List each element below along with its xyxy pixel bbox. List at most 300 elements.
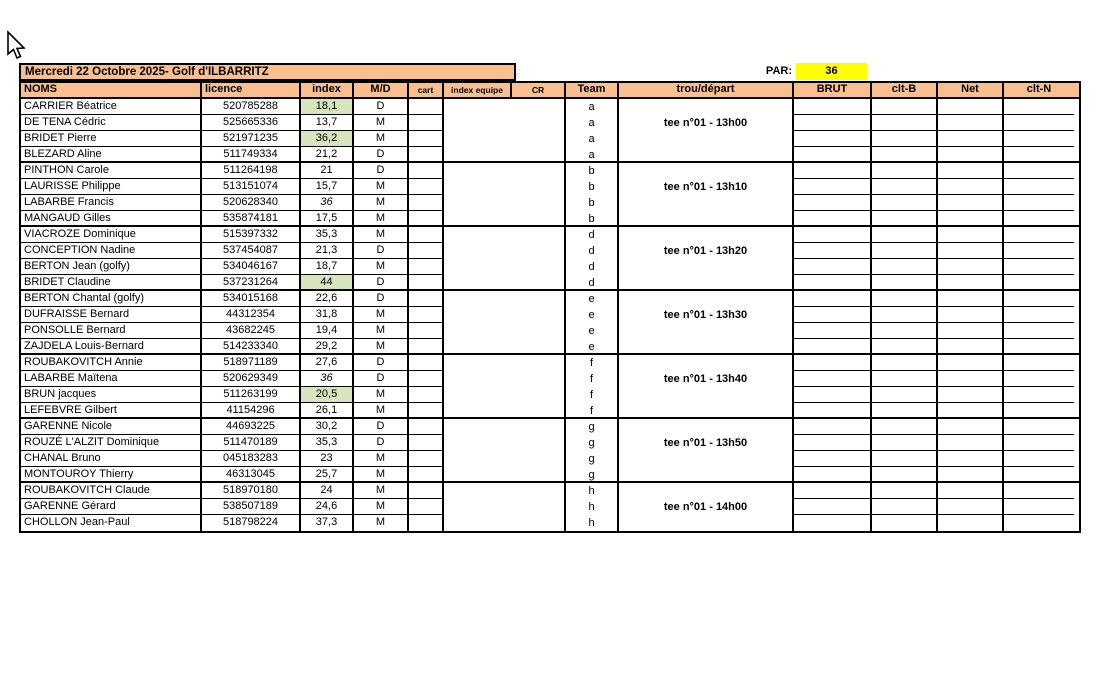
cell-index[interactable]: 36: [301, 371, 354, 387]
cell-team-letter[interactable]: h: [566, 515, 619, 531]
cell-clt-b[interactable]: [872, 371, 938, 387]
cell-clt-n[interactable]: [1004, 211, 1074, 227]
cell-team-letter[interactable]: h: [566, 499, 619, 515]
cell-licence[interactable]: 525665336: [202, 115, 301, 131]
cell-cart[interactable]: [409, 435, 444, 451]
cell-licence[interactable]: 514233340: [202, 339, 301, 355]
cell-md[interactable]: M: [354, 467, 409, 483]
cell-net[interactable]: [938, 163, 1004, 179]
cell-team-letter[interactable]: a: [566, 131, 619, 147]
cell-net[interactable]: [938, 291, 1004, 307]
cell-clt-b[interactable]: [872, 99, 938, 115]
cell-player-name[interactable]: BRUN jacques: [21, 387, 202, 403]
cell-licence[interactable]: 518971189: [202, 355, 301, 371]
cell-player-name[interactable]: DUFRAISSE Bernard: [21, 307, 202, 323]
cell-index[interactable]: 22,6: [301, 291, 354, 307]
cell-licence[interactable]: 511263199: [202, 387, 301, 403]
cell-md[interactable]: D: [354, 243, 409, 259]
cell-team-letter[interactable]: d: [566, 275, 619, 291]
cell-md[interactable]: D: [354, 419, 409, 435]
cell-player-name[interactable]: BLEZARD Aline: [21, 147, 202, 163]
cell-clt-b[interactable]: [872, 195, 938, 211]
cell-brut[interactable]: [794, 179, 872, 195]
cell-clt-n[interactable]: [1004, 195, 1074, 211]
cell-brut[interactable]: [794, 419, 872, 435]
cell-licence[interactable]: 511264198: [202, 163, 301, 179]
cell-brut[interactable]: [794, 115, 872, 131]
cell-brut[interactable]: [794, 163, 872, 179]
cell-clt-n[interactable]: [1004, 355, 1074, 371]
cell-clt-n[interactable]: [1004, 131, 1074, 147]
cell-clt-n[interactable]: [1004, 323, 1074, 339]
cell-md[interactable]: M: [354, 115, 409, 131]
column-header-trou-depart[interactable]: trou/départ: [619, 83, 794, 97]
cell-index-equipe-cr-merged[interactable]: [444, 291, 566, 355]
cell-brut[interactable]: [794, 499, 872, 515]
cell-brut[interactable]: [794, 323, 872, 339]
cell-brut[interactable]: [794, 243, 872, 259]
cell-player-name[interactable]: PONSOLLE Bernard: [21, 323, 202, 339]
cell-md[interactable]: M: [354, 499, 409, 515]
cell-index[interactable]: 35,3: [301, 227, 354, 243]
cell-clt-n[interactable]: [1004, 243, 1074, 259]
cell-team-letter[interactable]: b: [566, 163, 619, 179]
cell-player-name[interactable]: ROUZÉ L'ALZIT Dominique: [21, 435, 202, 451]
cell-clt-n[interactable]: [1004, 387, 1074, 403]
cell-md[interactable]: D: [354, 371, 409, 387]
column-header-noms[interactable]: NOMS: [21, 83, 202, 97]
cell-licence[interactable]: 521971235: [202, 131, 301, 147]
cell-clt-b[interactable]: [872, 355, 938, 371]
cell-clt-n[interactable]: [1004, 291, 1074, 307]
cell-player-name[interactable]: ROUBAKOVITCH Claude: [21, 483, 202, 499]
cell-cart[interactable]: [409, 99, 444, 115]
cell-clt-b[interactable]: [872, 451, 938, 467]
par-value-cell[interactable]: 36: [796, 63, 867, 80]
column-header-net[interactable]: Net: [938, 83, 1004, 97]
cell-net[interactable]: [938, 179, 1004, 195]
cell-clt-n[interactable]: [1004, 451, 1074, 467]
cell-index[interactable]: 17,5: [301, 211, 354, 227]
cell-md[interactable]: M: [354, 403, 409, 419]
cell-cart[interactable]: [409, 483, 444, 499]
cell-brut[interactable]: [794, 227, 872, 243]
cell-licence[interactable]: 537454087: [202, 243, 301, 259]
cell-player-name[interactable]: ZAJDELA Louis-Bernard: [21, 339, 202, 355]
cell-player-name[interactable]: BRIDET Pierre: [21, 131, 202, 147]
cell-net[interactable]: [938, 115, 1004, 131]
cell-index[interactable]: 30,2: [301, 419, 354, 435]
cell-clt-b[interactable]: [872, 515, 938, 531]
cell-index-equipe-cr-merged[interactable]: [444, 99, 566, 163]
sheet-title-cell[interactable]: Mercredi 22 Octobre 2025- Golf d'ILBARRITZ: [19, 63, 516, 81]
cell-md[interactable]: D: [354, 163, 409, 179]
cell-index[interactable]: 36,2: [301, 131, 354, 147]
cell-clt-n[interactable]: [1004, 339, 1074, 355]
cell-team-letter[interactable]: g: [566, 419, 619, 435]
cell-team-letter[interactable]: h: [566, 483, 619, 499]
cell-cart[interactable]: [409, 115, 444, 131]
cell-index-equipe-cr-merged[interactable]: [444, 163, 566, 227]
cell-md[interactable]: D: [354, 147, 409, 163]
cell-team-letter[interactable]: a: [566, 115, 619, 131]
cell-cart[interactable]: [409, 419, 444, 435]
cell-net[interactable]: [938, 419, 1004, 435]
cell-clt-n[interactable]: [1004, 467, 1074, 483]
cell-net[interactable]: [938, 307, 1004, 323]
cell-cart[interactable]: [409, 499, 444, 515]
cell-brut[interactable]: [794, 355, 872, 371]
cell-index[interactable]: 21: [301, 163, 354, 179]
column-header-cart[interactable]: cart: [409, 83, 444, 97]
cell-net[interactable]: [938, 387, 1004, 403]
column-header-clt-b[interactable]: clt-B: [872, 83, 938, 97]
cell-net[interactable]: [938, 259, 1004, 275]
cell-clt-n[interactable]: [1004, 147, 1074, 163]
cell-index[interactable]: 24,6: [301, 499, 354, 515]
cell-brut[interactable]: [794, 467, 872, 483]
cell-index[interactable]: 37,3: [301, 515, 354, 531]
cell-player-name[interactable]: GARENNE Nicole: [21, 419, 202, 435]
cell-licence[interactable]: 538507189: [202, 499, 301, 515]
cell-team-letter[interactable]: f: [566, 355, 619, 371]
cell-player-name[interactable]: BERTON Jean (golfy): [21, 259, 202, 275]
cell-player-name[interactable]: MANGAUD Gilles: [21, 211, 202, 227]
cell-licence[interactable]: 534046167: [202, 259, 301, 275]
cell-brut[interactable]: [794, 515, 872, 531]
cell-brut[interactable]: [794, 211, 872, 227]
cell-net[interactable]: [938, 499, 1004, 515]
cell-net[interactable]: [938, 323, 1004, 339]
cell-cart[interactable]: [409, 259, 444, 275]
cell-team-letter[interactable]: b: [566, 195, 619, 211]
cell-cart[interactable]: [409, 307, 444, 323]
cell-player-name[interactable]: DE TENA Cédric: [21, 115, 202, 131]
cell-tee-depart[interactable]: tee n°01 - 14h00: [619, 483, 794, 531]
cell-licence[interactable]: 515397332: [202, 227, 301, 243]
cell-team-letter[interactable]: g: [566, 467, 619, 483]
cell-md[interactable]: M: [354, 211, 409, 227]
cell-index[interactable]: 35,3: [301, 435, 354, 451]
cell-brut[interactable]: [794, 371, 872, 387]
cell-index[interactable]: 36: [301, 195, 354, 211]
cell-licence[interactable]: 44693225: [202, 419, 301, 435]
cell-md[interactable]: M: [354, 323, 409, 339]
cell-net[interactable]: [938, 147, 1004, 163]
cell-cart[interactable]: [409, 323, 444, 339]
cell-clt-b[interactable]: [872, 435, 938, 451]
cell-player-name[interactable]: BRIDET Claudine: [21, 275, 202, 291]
cell-player-name[interactable]: CHANAL Bruno: [21, 451, 202, 467]
cell-cart[interactable]: [409, 387, 444, 403]
column-header-index-equipe[interactable]: index equipe: [444, 83, 512, 97]
cell-clt-b[interactable]: [872, 147, 938, 163]
cell-clt-n[interactable]: [1004, 403, 1074, 419]
cell-tee-depart[interactable]: tee n°01 - 13h30: [619, 291, 794, 355]
cell-clt-b[interactable]: [872, 259, 938, 275]
cell-cart[interactable]: [409, 371, 444, 387]
cell-net[interactable]: [938, 435, 1004, 451]
cell-index-equipe-cr-merged[interactable]: [444, 419, 566, 483]
cell-team-letter[interactable]: e: [566, 307, 619, 323]
cell-clt-b[interactable]: [872, 291, 938, 307]
cell-net[interactable]: [938, 403, 1004, 419]
cell-player-name[interactable]: LAURISSE Philippe: [21, 179, 202, 195]
cell-licence[interactable]: 520785288: [202, 99, 301, 115]
cell-cart[interactable]: [409, 451, 444, 467]
cell-md[interactable]: M: [354, 259, 409, 275]
cell-cart[interactable]: [409, 147, 444, 163]
cell-index[interactable]: 18,1: [301, 99, 354, 115]
cell-index[interactable]: 27,6: [301, 355, 354, 371]
cell-md[interactable]: M: [354, 131, 409, 147]
cell-net[interactable]: [938, 195, 1004, 211]
cell-cart[interactable]: [409, 243, 444, 259]
cell-cart[interactable]: [409, 195, 444, 211]
cell-team-letter[interactable]: d: [566, 243, 619, 259]
cell-net[interactable]: [938, 355, 1004, 371]
cell-brut[interactable]: [794, 403, 872, 419]
cell-cart[interactable]: [409, 515, 444, 531]
cell-team-letter[interactable]: g: [566, 451, 619, 467]
cell-md[interactable]: M: [354, 307, 409, 323]
column-header-team[interactable]: Team: [566, 83, 619, 97]
cell-md[interactable]: D: [354, 275, 409, 291]
cell-clt-n[interactable]: [1004, 435, 1074, 451]
cell-clt-n[interactable]: [1004, 227, 1074, 243]
cell-net[interactable]: [938, 371, 1004, 387]
cell-clt-b[interactable]: [872, 483, 938, 499]
cell-index[interactable]: 13,7: [301, 115, 354, 131]
cell-index[interactable]: 18,7: [301, 259, 354, 275]
cell-clt-b[interactable]: [872, 307, 938, 323]
cell-player-name[interactable]: BERTON Chantal (golfy): [21, 291, 202, 307]
cell-player-name[interactable]: GARENNE Gérard: [21, 499, 202, 515]
cell-team-letter[interactable]: g: [566, 435, 619, 451]
cell-clt-n[interactable]: [1004, 163, 1074, 179]
cell-cart[interactable]: [409, 467, 444, 483]
cell-index[interactable]: 21,2: [301, 147, 354, 163]
cell-md[interactable]: D: [354, 99, 409, 115]
cell-licence[interactable]: 534015168: [202, 291, 301, 307]
cell-brut[interactable]: [794, 339, 872, 355]
cell-brut[interactable]: [794, 307, 872, 323]
cell-net[interactable]: [938, 227, 1004, 243]
cell-cart[interactable]: [409, 355, 444, 371]
cell-player-name[interactable]: PINTHON Carole: [21, 163, 202, 179]
cell-cart[interactable]: [409, 179, 444, 195]
cell-clt-b[interactable]: [872, 243, 938, 259]
cell-clt-b[interactable]: [872, 387, 938, 403]
cell-licence[interactable]: 518970180: [202, 483, 301, 499]
cell-clt-n[interactable]: [1004, 307, 1074, 323]
cell-team-letter[interactable]: f: [566, 387, 619, 403]
cell-clt-b[interactable]: [872, 275, 938, 291]
cell-net[interactable]: [938, 275, 1004, 291]
cell-md[interactable]: D: [354, 291, 409, 307]
cell-player-name[interactable]: CARRIER Béatrice: [21, 99, 202, 115]
par-label: PAR:: [765, 65, 792, 77]
cell-licence[interactable]: 045183283: [202, 451, 301, 467]
cell-md[interactable]: M: [354, 339, 409, 355]
cell-index[interactable]: 19,4: [301, 323, 354, 339]
cell-brut[interactable]: [794, 131, 872, 147]
cell-clt-b[interactable]: [872, 131, 938, 147]
column-header-licence[interactable]: licence: [202, 83, 301, 97]
cell-player-name[interactable]: VIACROZE Dominique: [21, 227, 202, 243]
cell-clt-n[interactable]: [1004, 419, 1074, 435]
cell-cart[interactable]: [409, 275, 444, 291]
cell-md[interactable]: M: [354, 179, 409, 195]
cell-licence[interactable]: 535874181: [202, 211, 301, 227]
cell-cart[interactable]: [409, 131, 444, 147]
cell-index[interactable]: 24: [301, 483, 354, 499]
cell-licence[interactable]: 43682245: [202, 323, 301, 339]
cell-index[interactable]: 21,3: [301, 243, 354, 259]
cell-net[interactable]: [938, 243, 1004, 259]
cell-cart[interactable]: [409, 163, 444, 179]
cell-clt-b[interactable]: [872, 403, 938, 419]
cell-licence[interactable]: 518798224: [202, 515, 301, 531]
cell-net[interactable]: [938, 451, 1004, 467]
cell-index[interactable]: 31,8: [301, 307, 354, 323]
cell-clt-n[interactable]: [1004, 99, 1074, 115]
cell-cart[interactable]: [409, 291, 444, 307]
cell-clt-b[interactable]: [872, 179, 938, 195]
cell-player-name[interactable]: CONCEPTION Nadine: [21, 243, 202, 259]
cell-team-letter[interactable]: d: [566, 259, 619, 275]
cell-licence[interactable]: 511749334: [202, 147, 301, 163]
cell-net[interactable]: [938, 99, 1004, 115]
cell-clt-b[interactable]: [872, 323, 938, 339]
cell-brut[interactable]: [794, 147, 872, 163]
cell-index[interactable]: 15,7: [301, 179, 354, 195]
cell-brut[interactable]: [794, 483, 872, 499]
cell-clt-n[interactable]: [1004, 499, 1074, 515]
cell-player-name[interactable]: LEFEBVRE Gilbert: [21, 403, 202, 419]
column-header-cr[interactable]: CR: [512, 83, 566, 97]
cell-clt-n[interactable]: [1004, 515, 1074, 531]
cell-tee-depart[interactable]: tee n°01 - 13h00: [619, 99, 794, 163]
cell-clt-b[interactable]: [872, 419, 938, 435]
cell-player-name[interactable]: LABARBE Francis: [21, 195, 202, 211]
cell-player-name[interactable]: LABARBE Maïtena: [21, 371, 202, 387]
cell-cart[interactable]: [409, 403, 444, 419]
cell-net[interactable]: [938, 211, 1004, 227]
column-header-clt-n[interactable]: clt-N: [1004, 83, 1074, 97]
cell-net[interactable]: [938, 515, 1004, 531]
cell-index[interactable]: 26,1: [301, 403, 354, 419]
cell-licence[interactable]: 520628340: [202, 195, 301, 211]
cell-clt-b[interactable]: [872, 115, 938, 131]
cell-index[interactable]: 20,5: [301, 387, 354, 403]
cell-licence[interactable]: 520629349: [202, 371, 301, 387]
cell-clt-n[interactable]: [1004, 371, 1074, 387]
cell-brut[interactable]: [794, 291, 872, 307]
cell-md[interactable]: D: [354, 435, 409, 451]
cell-team-letter[interactable]: b: [566, 179, 619, 195]
cell-clt-n[interactable]: [1004, 275, 1074, 291]
cell-md[interactable]: M: [354, 195, 409, 211]
cell-index[interactable]: 25,7: [301, 467, 354, 483]
cell-team-letter[interactable]: f: [566, 403, 619, 419]
cell-brut[interactable]: [794, 195, 872, 211]
cell-index[interactable]: 44: [301, 275, 354, 291]
cell-brut[interactable]: [794, 99, 872, 115]
cell-clt-b[interactable]: [872, 467, 938, 483]
cell-md[interactable]: M: [354, 227, 409, 243]
cell-cart[interactable]: [409, 227, 444, 243]
cell-clt-b[interactable]: [872, 163, 938, 179]
cell-licence[interactable]: 44312354: [202, 307, 301, 323]
cell-md[interactable]: D: [354, 355, 409, 371]
cell-licence[interactable]: 41154296: [202, 403, 301, 419]
cell-index[interactable]: 23: [301, 451, 354, 467]
cell-net[interactable]: [938, 131, 1004, 147]
cell-net[interactable]: [938, 483, 1004, 499]
cell-licence[interactable]: 511470189: [202, 435, 301, 451]
cell-md[interactable]: M: [354, 451, 409, 467]
cell-brut[interactable]: [794, 259, 872, 275]
cell-clt-b[interactable]: [872, 227, 938, 243]
cell-team-letter[interactable]: e: [566, 339, 619, 355]
cell-md[interactable]: M: [354, 515, 409, 531]
cell-brut[interactable]: [794, 435, 872, 451]
cell-brut[interactable]: [794, 451, 872, 467]
cell-licence[interactable]: 513151074: [202, 179, 301, 195]
cell-team-letter[interactable]: b: [566, 211, 619, 227]
cell-player-name[interactable]: MONTOUROY Thierry: [21, 467, 202, 483]
cell-brut[interactable]: [794, 387, 872, 403]
cell-clt-b[interactable]: [872, 211, 938, 227]
cell-cart[interactable]: [409, 211, 444, 227]
cell-clt-n[interactable]: [1004, 179, 1074, 195]
cell-clt-b[interactable]: [872, 499, 938, 515]
cell-clt-n[interactable]: [1004, 115, 1074, 131]
cell-tee-depart[interactable]: tee n°01 - 13h20: [619, 227, 794, 291]
cell-index-equipe-cr-merged[interactable]: [444, 355, 566, 419]
cell-tee-depart[interactable]: tee n°01 - 13h40: [619, 355, 794, 419]
cell-player-name[interactable]: ROUBAKOVITCH Annie: [21, 355, 202, 371]
cell-player-name[interactable]: CHOLLON Jean-Paul: [21, 515, 202, 531]
cell-md[interactable]: M: [354, 483, 409, 499]
cell-index-equipe-cr-merged[interactable]: [444, 227, 566, 291]
cell-team-letter[interactable]: e: [566, 291, 619, 307]
cell-team-letter[interactable]: f: [566, 371, 619, 387]
cell-team-letter[interactable]: a: [566, 147, 619, 163]
cell-tee-depart[interactable]: tee n°01 - 13h10: [619, 163, 794, 227]
cell-md[interactable]: M: [354, 387, 409, 403]
cell-index[interactable]: 29,2: [301, 339, 354, 355]
cell-licence[interactable]: 537231264: [202, 275, 301, 291]
cell-brut[interactable]: [794, 275, 872, 291]
cell-team-letter[interactable]: e: [566, 323, 619, 339]
cell-net[interactable]: [938, 339, 1004, 355]
cell-index-equipe-cr-merged[interactable]: [444, 483, 566, 531]
cell-tee-depart[interactable]: tee n°01 - 13h50: [619, 419, 794, 483]
cell-clt-n[interactable]: [1004, 483, 1074, 499]
column-header-index[interactable]: index: [301, 83, 354, 97]
cell-licence[interactable]: 46313045: [202, 467, 301, 483]
cell-net[interactable]: [938, 467, 1004, 483]
column-header-md[interactable]: M/D: [354, 83, 409, 97]
column-header-brut[interactable]: BRUT: [794, 83, 872, 97]
cell-clt-b[interactable]: [872, 339, 938, 355]
cell-team-letter[interactable]: d: [566, 227, 619, 243]
cell-clt-n[interactable]: [1004, 259, 1074, 275]
cell-team-letter[interactable]: a: [566, 99, 619, 115]
cell-cart[interactable]: [409, 339, 444, 355]
